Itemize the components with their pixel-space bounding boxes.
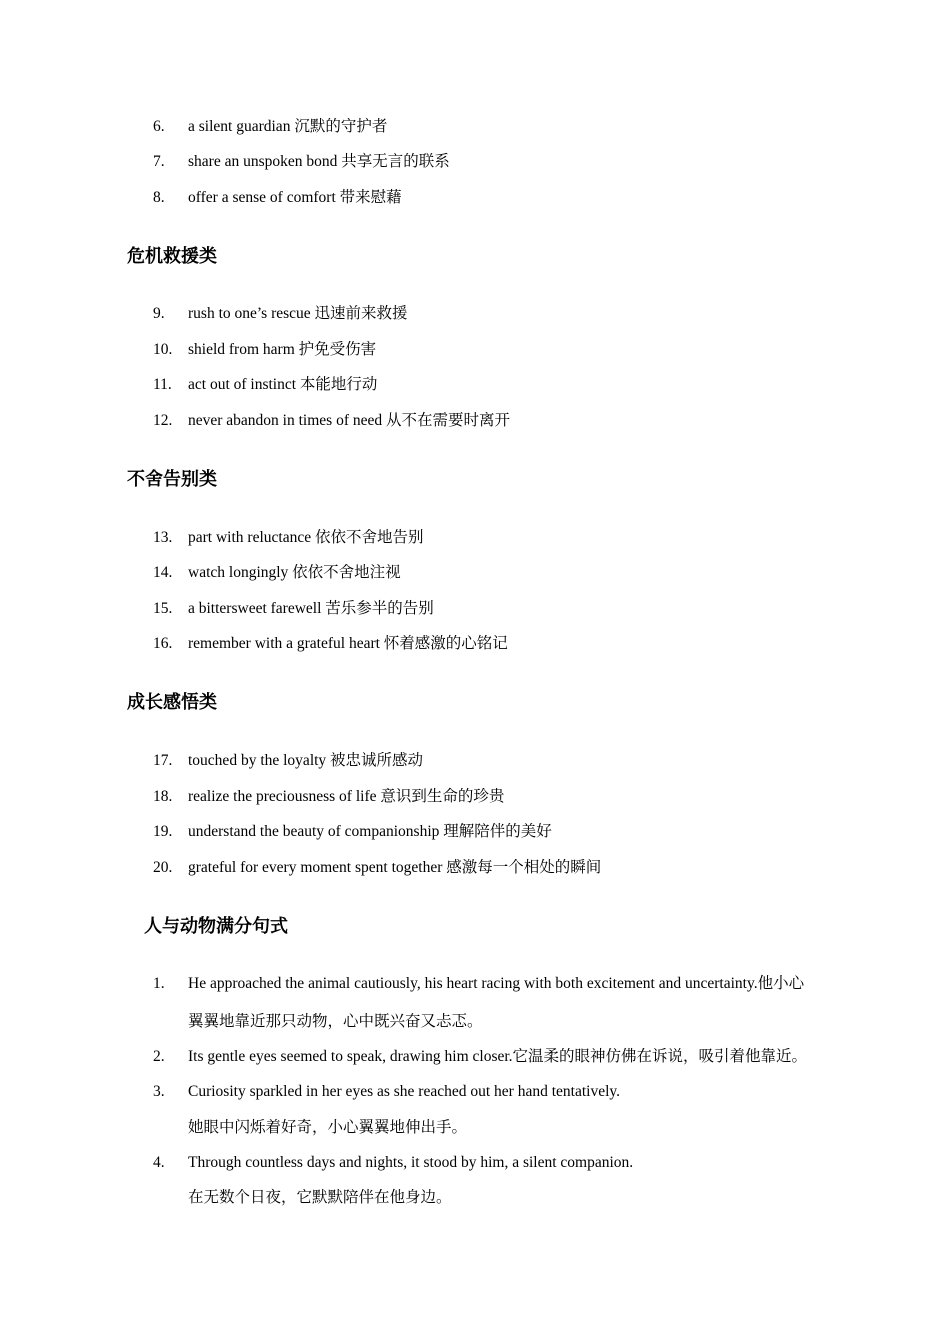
- item-text: shield from harm 护免受伤害: [188, 341, 377, 358]
- item-text: a silent guardian 沉默的守护者: [188, 118, 388, 135]
- list-item: [153, 151, 450, 173]
- item-text: a bittersweet farewell 苦乐参半的告别: [188, 600, 434, 617]
- sentence-line: 她眼中闪烁着好奇，小心翼翼地伸出手。: [188, 1119, 468, 1136]
- section-heading-growth: 成长感悟类: [127, 692, 217, 713]
- item-text: never abandon in times of need 从不在需要时离开: [188, 412, 510, 429]
- item-text: watch longingly 依依不舍地注视: [188, 564, 401, 581]
- item-number: 17.: [153, 752, 173, 769]
- list-item: [153, 116, 387, 138]
- list-item: [153, 527, 423, 549]
- list-item: [153, 374, 377, 396]
- list-item: [153, 633, 508, 655]
- item-text: offer a sense of comfort 带来慰藉: [188, 189, 402, 206]
- item-text: understand the beauty of companionship 理解陪伴的美好: [188, 823, 552, 840]
- item-number: 6.: [153, 118, 165, 135]
- item-text: rush to one’s rescue 迅速前来救援: [188, 305, 408, 322]
- list-item: [153, 410, 510, 432]
- sentence-number: 4.: [153, 1154, 165, 1171]
- list-item: [153, 821, 552, 843]
- item-number: 10.: [153, 341, 173, 358]
- list-item: [153, 339, 376, 361]
- list-item: [153, 562, 401, 584]
- item-number: 18.: [153, 788, 173, 805]
- sentence-line: Curiosity sparkled in her eyes as she reached out her hand tentatively.: [188, 1083, 620, 1100]
- item-text: touched by the loyalty 被忠诚所感动: [188, 752, 424, 769]
- section-heading-sentences: 人与动物满分句式: [144, 916, 288, 937]
- list-item: [153, 303, 408, 325]
- item-text: remember with a grateful heart 怀着感激的心铭记: [188, 635, 508, 652]
- sentence-line: Through countless days and nights, it stood by him, a silent companion.: [188, 1154, 634, 1171]
- item-number: 13.: [153, 529, 173, 546]
- list-item: [153, 857, 601, 879]
- item-number: 14.: [153, 564, 173, 581]
- item-text: share an unspoken bond 共享无言的联系: [188, 153, 450, 170]
- item-text: grateful for every moment spent together 感激每一个相处的瞬间: [188, 859, 602, 876]
- sentence-number: 1.: [153, 975, 165, 992]
- item-text: act out of instinct 本能地行动: [188, 376, 378, 393]
- section-heading-farewell: 不舍告别类: [127, 469, 217, 490]
- item-number: 15.: [153, 600, 173, 617]
- item-number: 19.: [153, 823, 173, 840]
- item-number: 12.: [153, 412, 173, 429]
- sentence-number: 2.: [153, 1048, 165, 1065]
- sentence-line: Its gentle eyes seemed to speak, drawing him closer.它温柔的眼神仿佛在诉说，吸引着他靠近。: [188, 1048, 808, 1065]
- sentence-line: 在无数个日夜，它默默陪伴在他身边。: [188, 1189, 452, 1206]
- list-item: [153, 187, 402, 209]
- sentence-number: 3.: [153, 1083, 165, 1100]
- item-text: part with reluctance 依依不舍地告别: [188, 529, 424, 546]
- list-item: [153, 786, 504, 808]
- sentence-line: 翼翼地靠近那只动物，心中既兴奋又忐忑。: [188, 1013, 483, 1030]
- item-number: 9.: [153, 305, 165, 322]
- item-number: 16.: [153, 635, 173, 652]
- item-number: 20.: [153, 859, 173, 876]
- list-item: [153, 598, 434, 620]
- list-item: [153, 750, 423, 772]
- section-heading-rescue: 危机救援类: [127, 246, 217, 267]
- item-number: 7.: [153, 153, 165, 170]
- item-number: 11.: [153, 376, 172, 393]
- item-number: 8.: [153, 189, 165, 206]
- item-text: realize the preciousness of life 意识到生命的珍贵: [188, 788, 505, 805]
- sentence-line: He approached the animal cautiously, his heart racing with both excitement and uncertainty.他小心: [188, 975, 805, 992]
